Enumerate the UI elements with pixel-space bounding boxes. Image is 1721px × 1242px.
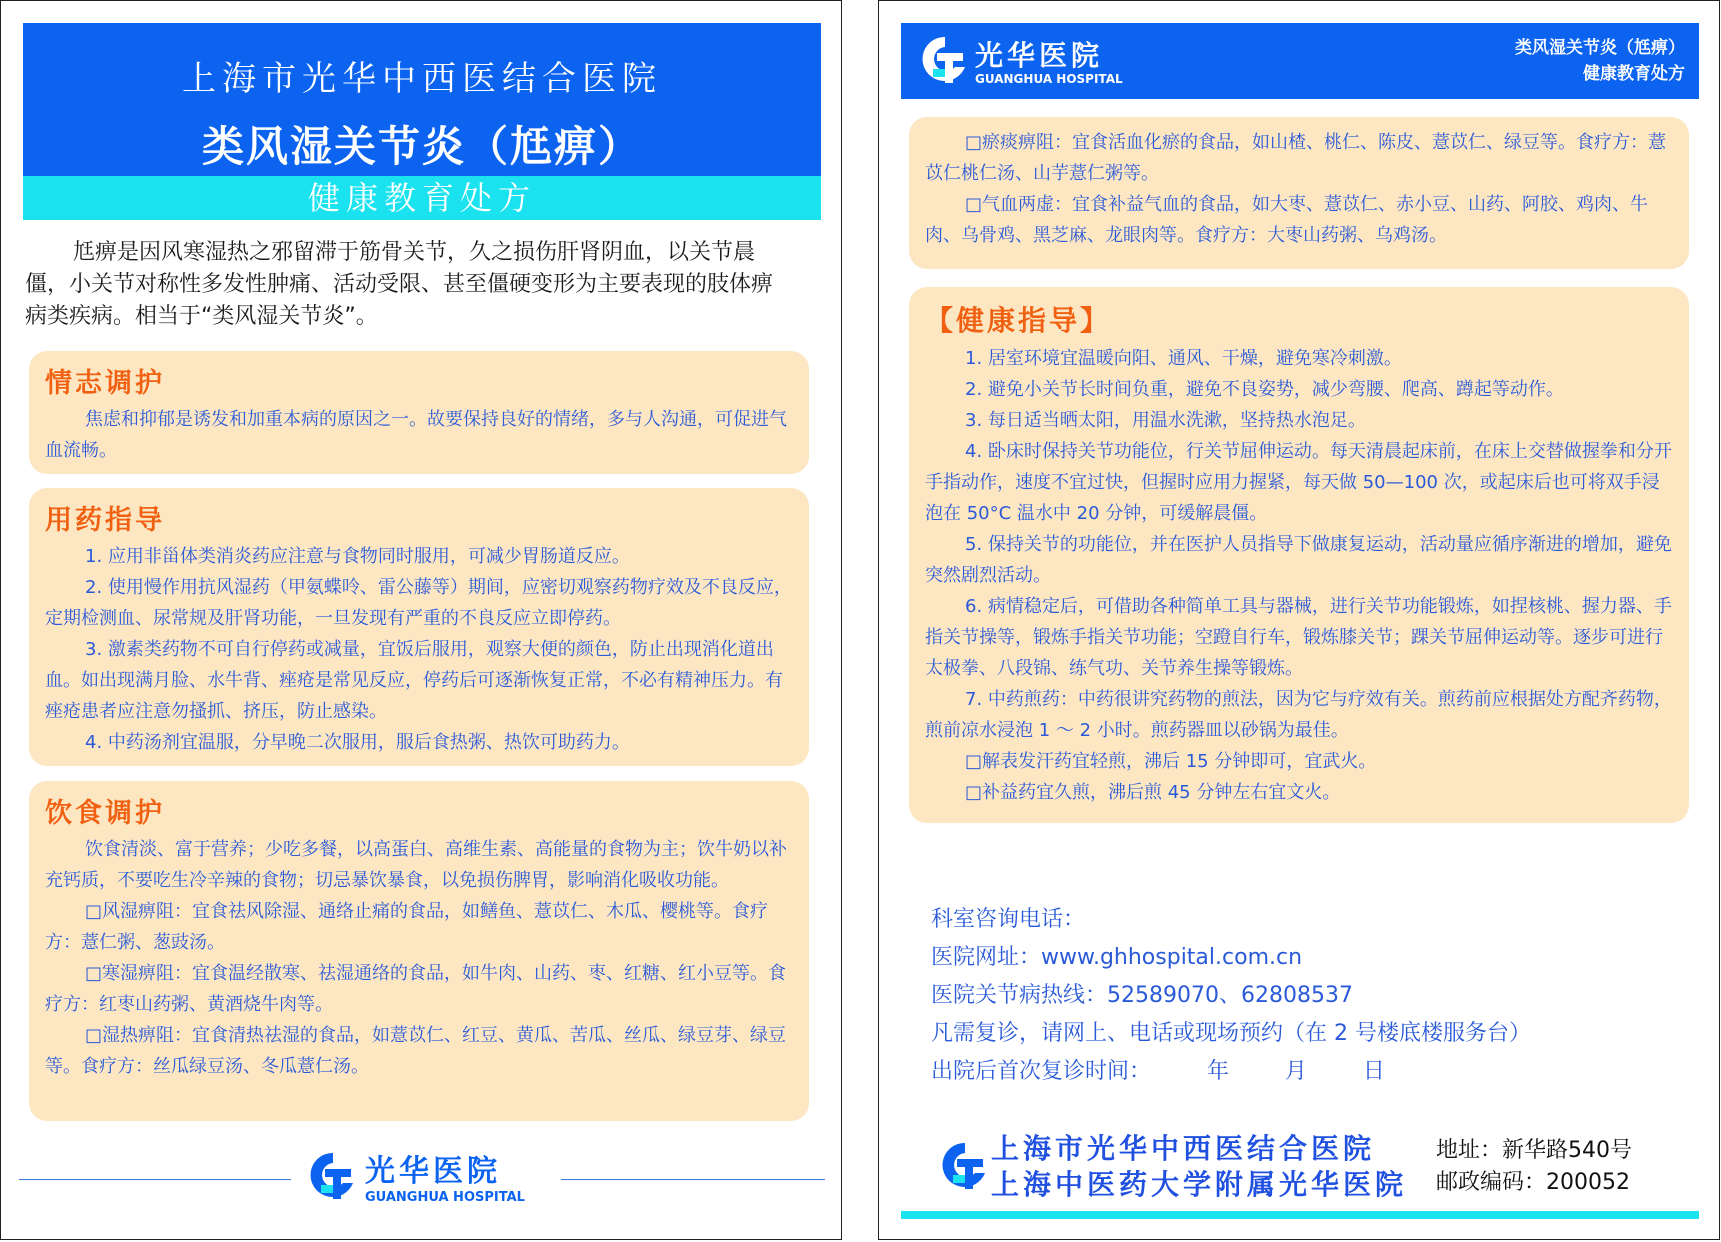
header-line1: 类风湿关节炎（尪痹） [1515,38,1685,58]
left-page [0,0,842,1240]
paragraph: □气血两虚：宜食补益气血的食品，如大枣、薏苡仁、赤小豆、山药、阿胶、鸡肉、牛肉、乌骨鸡、黑芝麻、龙眼肉等。食疗方：大枣山药粥、乌鸡汤。 [925,194,1649,246]
diet-care-card [29,781,809,1121]
hotline: 医院关节病热线：52589070、62808537 [931,983,1353,1008]
section-title: 【健康指导】 [925,304,1112,337]
followup-date: 出院后首次复诊时间： 年 月 日 [931,1059,1385,1084]
paragraph: □风湿痹阻：宜食祛风除湿、通络止痛的食品，如鳝鱼、薏苡仁、木瓜、樱桃等。食疗方：薏仁粥、葱豉汤。 [45,901,769,953]
subtitle-bar: 健康教育处方 [23,176,821,220]
guanghua-logo-icon [915,31,1155,91]
divider [561,1179,825,1180]
hospital-name-1: 上海市光华中西医结合医院 [991,1132,1376,1165]
appointment-note: 凡需复诊，请网上、电话或现场预约（在 2 号楼底楼服务台） [931,1021,1531,1046]
paragraph: 5. 保持关节的功能位，并在医护人员指导下做康复运动，活动量应循序渐进的增加，避免突然剧烈活动。 [925,534,1672,586]
paragraph: 2. 使用慢作用抗风湿药（甲氨蝶呤、雷公藤等）期间，应密切观察药物疗效及不良反应，定期检测血、尿常规及肝肾功能，一旦发现有严重的不良反应立即停药。 [45,577,792,629]
title-banner [23,23,821,176]
paragraph: 3. 每日适当晒太阳，用温水洗漱，坚持热水泡足。 [965,410,1366,431]
right-footer [939,1131,1699,1201]
hospital-logo [303,1147,553,1207]
paragraph: 焦虑和抑郁是诱发和加重本病的原因之一。故要保持良好的情绪，多与人沟通，可促进气血流畅。 [45,409,787,461]
bottom-bar [901,1211,1699,1219]
address-block [1436,1135,1632,1199]
section-title: 饮食调护 [45,798,165,829]
hospital-names [991,1131,1407,1203]
section-title: 用药指导 [45,505,165,536]
paragraph: □瘀痰痹阻：宜食活血化瘀的食品，如山楂、桃仁、陈皮、薏苡仁、绿豆等。食疗方：薏苡仁桃仁汤、山芋薏仁粥等。 [925,132,1667,184]
hospital-name-2: 上海中医药大学附属光华医院 [991,1168,1408,1201]
paragraph: □湿热痹阻：宜食清热祛湿的食品，如薏苡仁、红豆、黄瓜、苦瓜、丝瓜、绿豆芽、绿豆 等。食疗方：丝瓜绿豆汤、冬瓜薏仁汤。 [45,1025,787,1077]
health-guidance-card [909,287,1689,823]
right-page [878,0,1720,1240]
paragraph: 6. 病情稳定后，可借助各种简单工具与器械，进行关节功能锻炼，如捏核桃、握力器、手指关节操等，锻炼手指关节功能；空蹬自行车，锻炼膝关节；踝关节屈伸运动等。逐步可进行太极拳、八段锦、练气功、关节养生操等锻炼。 [925,596,1672,679]
paragraph: 7. 中药煎药：中药很讲究药物的煎法，因为它与疗效有关。煎药前应根据处方配齐药物，煎前凉水浸泡 1 ～ 2 小时。煎药器皿以砂锅为最佳。 [925,689,1672,741]
hospital-name: 上海市光华中西医结合医院 [182,59,662,99]
paragraph: □寒湿痹阻：宜食温经散寒、祛湿通络的食品，如牛肉、山药、枣、红糖、红小豆等。食疗方：红枣山药粥、黄酒烧牛肉等。 [45,963,787,1015]
divider [19,1179,291,1180]
logo-cn: 光华医院 [975,39,1104,72]
diet-care-continued-card [909,117,1689,269]
paragraph: 3. 激素类药物不可自行停药或减量，宜饭后服用，观察大便的颜色，防止出现消化道出血。如出现满月脸、水牛背、痤疮是常见反应，停药后可逐渐恢复正常，不必有精神压力。有痤疮患者应注意勿搔抓、挤压，防止感染。 [45,639,783,722]
section-title: 情志调护 [45,368,165,399]
paragraph: □解表发汗药宜轻煎，沸后 15 分钟即可，宜武火。 [965,751,1377,772]
address: 地址：新华路540号 [1436,1138,1632,1163]
paragraph: 饮食清淡、富于营养；少吃多餐，以高蛋白、高维生素、高能量的食物为主；饮牛奶以补充钙质，不要吃生冷辛辣的食物；切忌暴饮暴食，以免损伤脾胃，影响消化吸收功能。 [45,839,787,891]
guanghua-logo-icon [303,1147,553,1207]
paragraph: 1. 应用非甾体类消炎药应注意与食物同时服用，可减少胃肠道反应。 [85,546,630,567]
logo-cn: 光华医院 [365,1154,501,1189]
paragraph: 1. 居室环境宜温暖向阳、通风、干燥，避免寒冷刺激。 [965,348,1402,369]
guanghua-logo-icon [939,1139,989,1199]
paragraph: 4. 卧床时保持关节功能位，行关节屈伸运动。每天清晨起床前，在床上交替做握拳和分开手指动作，速度不宜过快，但握时应用力握紧，每天做 50—100 次，或起床后也可将双手浸泡在 50°C 温水中 20 分钟，可缓解晨僵。 [925,441,1672,524]
header-line2: 健康教育处方 [1583,64,1685,84]
website: 医院网址：www.ghhospital.com.cn [931,945,1303,970]
phone-label: 科室咨询电话： [931,907,1086,932]
logo-en: GUANGHUA HOSPITAL [975,72,1123,86]
paragraph: 2. 避免小关节长时间负重，避免不良姿势，减少弯腰、爬高、蹲起等动作。 [965,379,1564,400]
left-footer [1,1141,843,1221]
paragraph: 4. 中药汤剂宜温服，分早晚二次服用，服后食热粥、热饮可助药力。 [85,732,630,753]
contact-info [931,901,1531,1091]
emotion-care-card [29,351,809,474]
logo-en: GUANGHUA HOSPITAL [365,1190,525,1205]
right-header [901,23,1699,99]
medication-card [29,488,809,766]
intro-paragraph: 尪痹是因风寒湿热之邪留滞于筋骨关节，久之损伤肝肾阴血，以关节晨僵，小关节对称性多发性肿痛、活动受限、甚至僵硬变形为主要表现的肢体痹病类疾病。相当于“类风湿关节炎”。 [25,240,774,329]
postcode: 邮政编码：200052 [1436,1170,1630,1195]
header-caption [1515,35,1685,87]
paragraph: □补益药宜久煎，沸后煎 45 分钟左右宜文火。 [965,782,1341,803]
disease-title: 类风湿关节炎（尪痹） [201,122,642,171]
